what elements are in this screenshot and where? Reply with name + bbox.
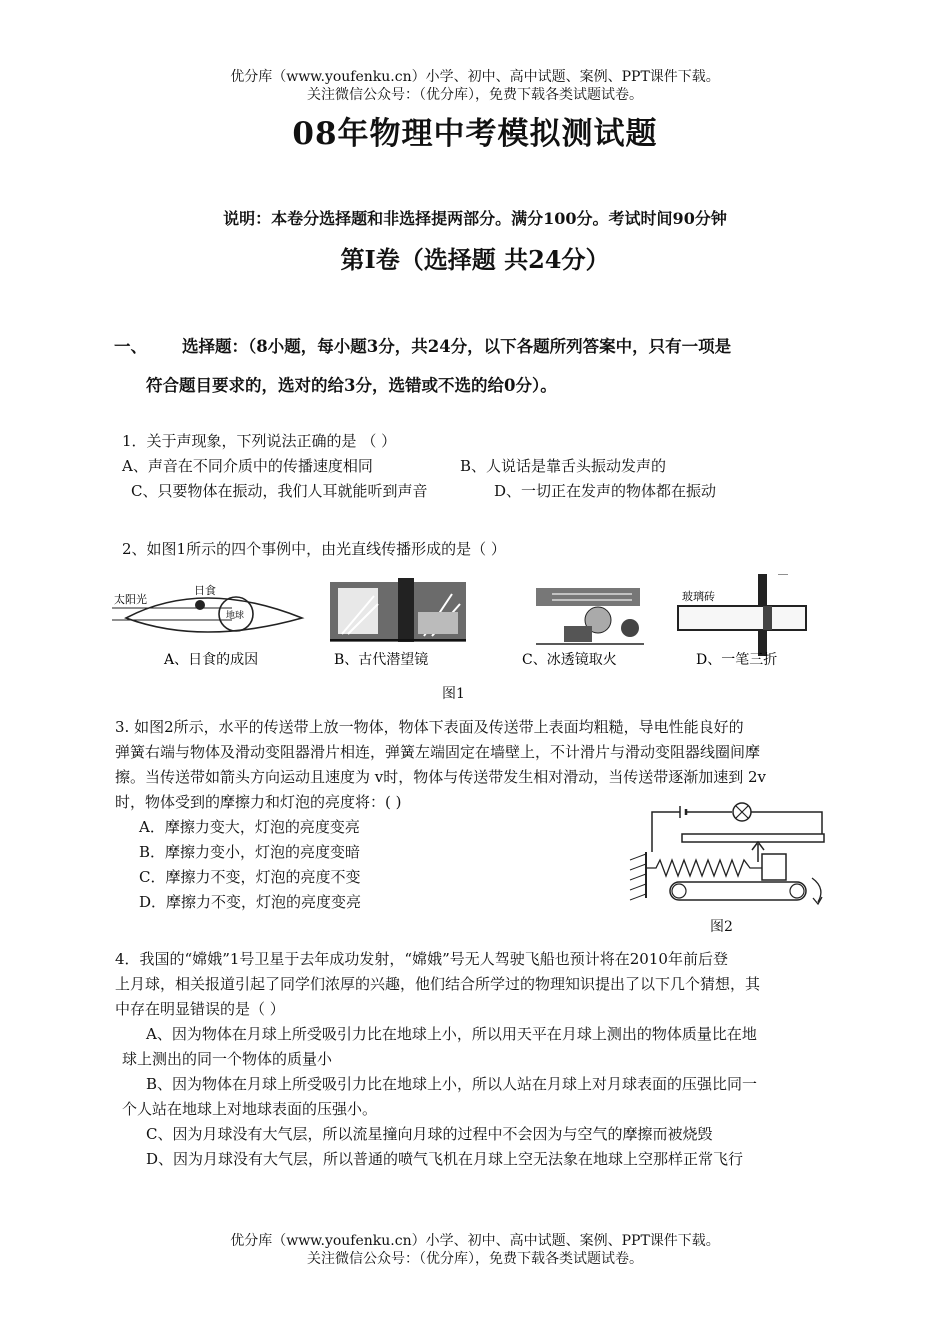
figure-1-label-a: A、日食的成因 (164, 652, 259, 668)
q3-line-4: 时，物体受到的摩擦力和灯泡的亮度将：( ) (115, 793, 402, 811)
q1-stem: 1．关于声现象，下列说法正确的是 （ ） (122, 432, 397, 450)
q4-line-2: 上月球，相关报道引起了同学们浓厚的兴趣，他们结合所学过的物理知识提出了以下几个猜想，其 (115, 975, 761, 993)
header-line-2: 关注微信公众号：（优分库），免费下载各类试题试卷。 (307, 87, 643, 103)
figure-2-circuit-diagram (626, 802, 836, 912)
figure-1c-ice-lens (536, 588, 644, 644)
section-line-2: 符合题目要求的，选对的给3分，选错或不选的给0分）。 (146, 376, 557, 395)
figure-1a-eclipse (112, 584, 302, 632)
q4-line-3: 中存在明显错误的是（ ） (115, 1000, 285, 1018)
q3-option-a: A．摩擦力变大，灯泡的亮度变亮 (139, 818, 360, 836)
q1-option-a: A、声音在不同介质中的传播速度相同 (122, 457, 373, 475)
q1-option-c: C、只要物体在振动，我们人耳就能听到声音 (131, 482, 428, 500)
q3-option-b: B．摩擦力变小，灯泡的亮度变暗 (139, 843, 361, 861)
section-number: 一、 (114, 337, 147, 356)
figure-1-label-c: C、冰透镜取火 (522, 652, 617, 668)
header-line-1: 优分库（www.youfenku.cn）小学、初中、高中试题、案例、PPT课件下载。 (230, 69, 720, 85)
exam-note: 说明：本卷分选择题和非选择提两部分。满分100分。考试时间90分钟 (223, 209, 727, 228)
footer-line-1: 优分库（www.youfenku.cn）小学、初中、高中试题、案例、PPT课件下载。 (230, 1233, 720, 1249)
figure-1-label-d: D、一笔三折 (696, 652, 778, 668)
footer-line-2: 关注微信公众号：（优分库），免费下载各类试题试卷。 (307, 1251, 643, 1267)
q3-line-3: 擦。当传送带如箭头方向运动且速度为 v时，物体与传送带发生相对滑动，当传送带逐渐加速到 2v (115, 768, 767, 786)
q1-option-d: D、一切正在发声的物体都在振动 (494, 482, 717, 500)
q4-line-1: 4．我国的“嫦娥”1号卫星于去年成功发射，“嫦娥”号无人驾驶飞船也预计将在2010年前后登 (115, 950, 728, 968)
q4-option-b-line-1: B、因为物体在月球上所受吸引力比在地球上小，所以人站在月球上对月球表面的压强比同一 (146, 1075, 758, 1093)
label-earth: 地球 (226, 611, 245, 621)
figure-1b-periscope (330, 578, 466, 642)
figure-1-illustrations (112, 574, 852, 670)
label-glass-block: 玻璃砖 (682, 590, 715, 603)
q2-stem: 2、如图1所示的四个事例中，由光直线传播形成的是（ ） (122, 540, 506, 558)
q4-option-d: D、因为月球没有大气层，所以普通的喷气飞机在月球上空无法象在地球上空那样正常飞行 (146, 1150, 744, 1168)
figure-1-caption: 图1 (442, 686, 465, 702)
q4-option-a-line-1: A、因为物体在月球上所受吸引力比在地球上小，所以用天平在月球上测出的物体质量比在地 (146, 1025, 757, 1043)
q4-option-a-line-2: 球上测出的同一个物体的质量小 (122, 1050, 333, 1068)
section-line-1: 选择题：（8小题，每小题3分，共24分，以下各题所列答案中，只有一项是 (182, 337, 732, 356)
figure-2-caption: 图2 (710, 919, 733, 935)
q3-line-2: 弹簧右端与物体及滑动变阻器滑片相连，弹簧左端固定在墙壁上，不计滑片与滑动变阻器线圈间摩 (115, 743, 761, 761)
q4-option-b-line-2: 个人站在地球上对地球表面的压强小。 (122, 1100, 378, 1118)
q1-option-b: B、人说话是靠舌头振动发声的 (460, 457, 667, 475)
figure-1d-glass-block (678, 574, 806, 656)
q4-option-c: C、因为月球没有大气层，所以流星撞向月球的过程中不会因为与空气的摩擦而被烧毁 (146, 1125, 713, 1143)
q3-option-c: C．摩擦力不变，灯泡的亮度不变 (139, 868, 361, 886)
label-eclipse: 日食 (194, 584, 216, 597)
q3-line-1: 3. 如图2所示，水平的传送带上放一物体，物体下表面及传送带上表面均粗糙，导电性能良好的 (115, 718, 744, 736)
label-sunlight: 太阳光 (114, 593, 147, 606)
figure-1-label-b: B、古代潜望镜 (334, 652, 429, 668)
q3-option-d: D．摩擦力不变，灯泡的亮度变亮 (139, 893, 362, 911)
exam-title: 08年物理中考模拟测试题 (292, 116, 658, 152)
volume-heading: 第I卷（选择题 共24分） (340, 245, 610, 274)
